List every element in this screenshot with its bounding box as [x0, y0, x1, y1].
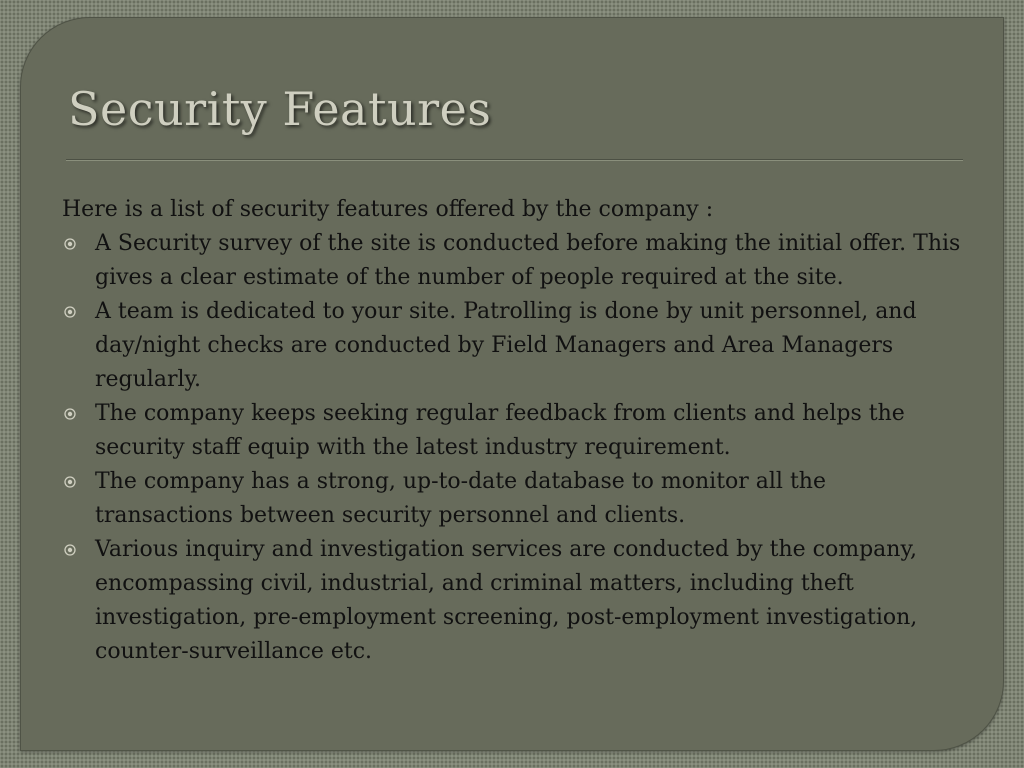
feature-text: A Security survey of the site is conducted before making the initial offer. This gives a clear estimate of the number of people required at the site.: [95, 231, 961, 290]
circled-dot-bullet-icon: [64, 306, 76, 318]
feature-text: Various inquiry and investigation services are conducted by the company, encompassing civil, industrial, and criminal matters, including theft investigation, pre-employment screening, post-employment investigation, counter-surveillance etc.: [95, 537, 918, 664]
slide-body: [62, 193, 967, 669]
feature-item-investigation: [62, 533, 967, 669]
circled-dot-bullet-icon: [64, 476, 76, 488]
slide-title: Security Features: [68, 82, 492, 136]
feature-text: The company keeps seeking regular feedback from clients and helps the security staff equip with the latest industry requirement.: [95, 401, 905, 460]
feature-list: [62, 227, 967, 669]
circled-dot-bullet-icon: [64, 408, 76, 420]
circled-dot-bullet-icon: [64, 238, 76, 250]
intro-text: Here is a list of security features offered by the company :: [62, 197, 714, 222]
feature-item-survey: [62, 227, 967, 295]
feature-item-dedicated-team: [62, 295, 967, 397]
feature-item-database: [62, 465, 967, 533]
circled-dot-bullet-icon: [64, 544, 76, 556]
title-divider: [66, 159, 963, 161]
feature-text: The company has a strong, up-to-date database to monitor all the transactions between security personnel and clients.: [95, 469, 826, 528]
feature-item-feedback: [62, 397, 967, 465]
feature-text: A team is dedicated to your site. Patrolling is done by unit personnel, and day/night checks are conducted by Field Managers and Area Managers regularly.: [95, 299, 917, 392]
